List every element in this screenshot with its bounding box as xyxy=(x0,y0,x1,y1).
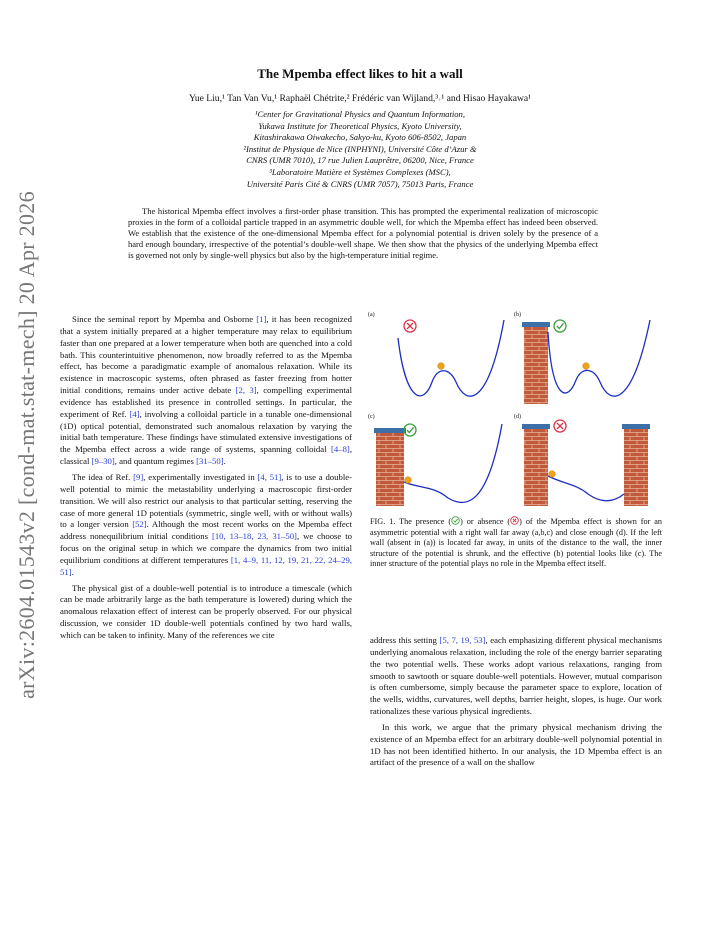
citation-link[interactable]: [9–30] xyxy=(91,456,115,467)
particle xyxy=(549,471,556,478)
figure-caption: FIG. 1. The presence ( ) or absence ( ) of the Mpemba effect is shown for an asymmetric potential with a right wall far away (a,b,c) and close enough (d). If the left wall (absent in (a)) is located far away, in units of the distance to the wall, the inner structure of the potential is shrunk, and the effective (b) potential looks like (c). The inner structure of the potential plays no role in the Mpemba effect itself. xyxy=(370,517,662,569)
panel-c xyxy=(368,412,512,508)
arxiv-identifier: arXiv:2604.01543v2 [cond-mat.stat-mech] 20 Apr 2026 xyxy=(14,191,39,699)
wall xyxy=(522,322,550,404)
paragraph: In this work, we argue that the primary physical mechanism driving the existence of an Mpemba effect for an arbitrary double-well polynomial potential in 1D has not been identified hitherto. In our analysis, the 1D Mpemba effect is an artifact of the presence of a wall on the shallow xyxy=(370,721,662,768)
citation-link[interactable]: [1, 4–9, 11, 12, 19, 21, 22, 24–29, 51] xyxy=(60,554,352,577)
affiliation-line: ¹Center for Gravitational Physics and Quantum Information, xyxy=(254,109,465,119)
citation-link[interactable]: [9] xyxy=(133,471,144,482)
panel-label: (d) xyxy=(514,414,521,420)
cross-icon xyxy=(554,420,566,432)
check-icon xyxy=(554,320,566,332)
citation-link[interactable]: [4] xyxy=(129,408,140,419)
panel-b xyxy=(514,310,658,406)
particle xyxy=(405,477,412,484)
panel-d xyxy=(514,412,658,508)
affiliation-line: Kitashirakawa Oiwakecho, Sakyo-ku, Kyoto 606-8502, Japan xyxy=(253,132,467,143)
paper-title: The Mpemba effect likes to hit a wall xyxy=(257,66,463,81)
particle xyxy=(438,363,445,370)
left-column xyxy=(60,314,352,646)
cross-icon xyxy=(510,516,519,525)
figure-1 xyxy=(368,310,664,508)
paragraph: The idea of Ref. [9], experimentally investigated in [4, 51], is to use a double-well potential to mimic the metastability underlying a macroscopic first-order transition. We will also restrict our analysis to that particular setting, reserving the case of more general 1D potentials (symmetric, single well, with or without walls) to a longer version [52]. Although the most recent works on the Mpemba effect address nonequilibrium initial conditions [10, 13–18, 23, 31–50], we choose to focus on the original setup in which we compare the dynamics from two initial equilibrium conditions at different temperatures [1, 4–9, 11, 12, 19, 21, 22, 24–29, 51]. xyxy=(60,471,352,577)
citation-link[interactable]: [1] xyxy=(256,314,267,324)
affiliation-line: ²Institut de Physique de Nice (INPHYNI), Université Côte d’Azur & xyxy=(243,143,477,154)
citation-link[interactable]: [10, 13–18, 23, 31–50] xyxy=(211,531,297,542)
potential-curve xyxy=(548,476,624,501)
citation-link[interactable]: [5, 7, 19, 53] xyxy=(439,635,486,645)
author-list: Yue Liu,¹ Tan Van Vu,¹ Raphaël Chétrite,² Frédéric van Wijland,³˒¹ and Hisao Hayakawa¹ xyxy=(188,93,532,104)
potential-curve xyxy=(398,320,504,396)
check-icon xyxy=(451,516,460,525)
affiliation-line: Yukawa Institute for Theoretical Physics, Kyoto University, xyxy=(258,120,462,131)
abstract: The historical Mpemba effect involves a first-order phase transition. This has prompted the experimental realization of microscopic proxies in the form of a colloidal particle trapped in an asymmetric double well, for which the Mpemba effect has indeed been observed. We establish that the existence of the one-dimensional Mpemba effect for a polynomial potential is driven solely by the presence of a hard enough boundary, irrespective of the potential’s double-well shape. We then show that the physics of the underlying Mpemba effect is governed not only by single-well physics but also by the high-temperature initial regime. xyxy=(128,206,598,261)
citation-link[interactable]: [2, 3] xyxy=(235,385,257,396)
paragraph: Since the seminal report by Mpemba and Osborne [1], it has been recognized that a system initially prepared at a higher temperature may relax to equilibrium faster than one prepared at a lower temperature when both are quenched into a cold bath. This counterintuitive phenomenon, now broadly referred to as the Mpemba effect, has become a paradigmatic example of anomalous relaxation. While its existence in macroscopic systems, often phrased as faster freezing from hotter initial conditions, remains under active debate [2, 3], compelling experimental evidence has established its presence in controlled settings. In particular, the experiment of Ref. [4], involving a colloidal particle in a tunable one-dimensional (1D) optical potential, demonstrated such anomalous relaxation by varying the initial bath temperature. These findings have stimulated extensive investigations of the Mpemba effect across a wide range of systems, spanning colloidal [4–8], classical [9–30], and quantum regimes [31–50]. xyxy=(60,314,353,467)
affiliation-line: ³Laboratoire Matière et Systèmes Complexes (MSC), xyxy=(269,166,451,177)
affiliation-line: CNRS (UMR 7010), 17 rue Julien Lauprêtre, 06200, Nice, France xyxy=(246,155,474,166)
panel-label: (a) xyxy=(368,312,375,318)
paragraph: address this setting [5, 7, 19, 53], each emphasizing different physical mechanisms underlying anomalous relaxation, including the role of the energy barrier separating the two potential wells. These works adopt various relaxations, ranging from smooth to sawtooth or square double-well potentials. However, mutual comparison is often cumbersome, simply because the parameter space to explore, location of the wells, widths, curvatures, well depths, barrier height, slopes, is huge. Our work rationalizes these various physical ingredients. xyxy=(370,635,662,717)
affiliations xyxy=(60,109,660,190)
right-column xyxy=(370,635,662,773)
wall xyxy=(374,428,406,506)
particle xyxy=(583,363,590,370)
wall xyxy=(522,424,550,506)
panel-label: (b) xyxy=(514,312,521,318)
cross-icon xyxy=(404,320,416,332)
citation-link[interactable]: [52] xyxy=(132,519,147,530)
citation-link[interactable]: [4, 51] xyxy=(257,471,282,482)
panel-a xyxy=(368,310,512,406)
panel-label: (c) xyxy=(368,414,375,420)
citation-link[interactable]: [4–8] xyxy=(331,444,350,455)
potential-curve xyxy=(404,424,502,502)
affiliation-line: Université Paris Cité & CNRS (UMR 7057), 75013 Paris, France xyxy=(246,178,474,189)
wall xyxy=(622,424,650,506)
paragraph: The physical gist of a double-well potential is to introduce a timescale (which can be made arbitrarily large as the bath temperature is lowered) during which the anomalous relaxation effect of interest can be properly observed. For our physical discussion, we consider 1D double-well potentials confined by two hard walls, which can be taken to infinity. Many of the references we cite xyxy=(60,582,352,640)
citation-link[interactable]: [31–50] xyxy=(196,456,224,467)
